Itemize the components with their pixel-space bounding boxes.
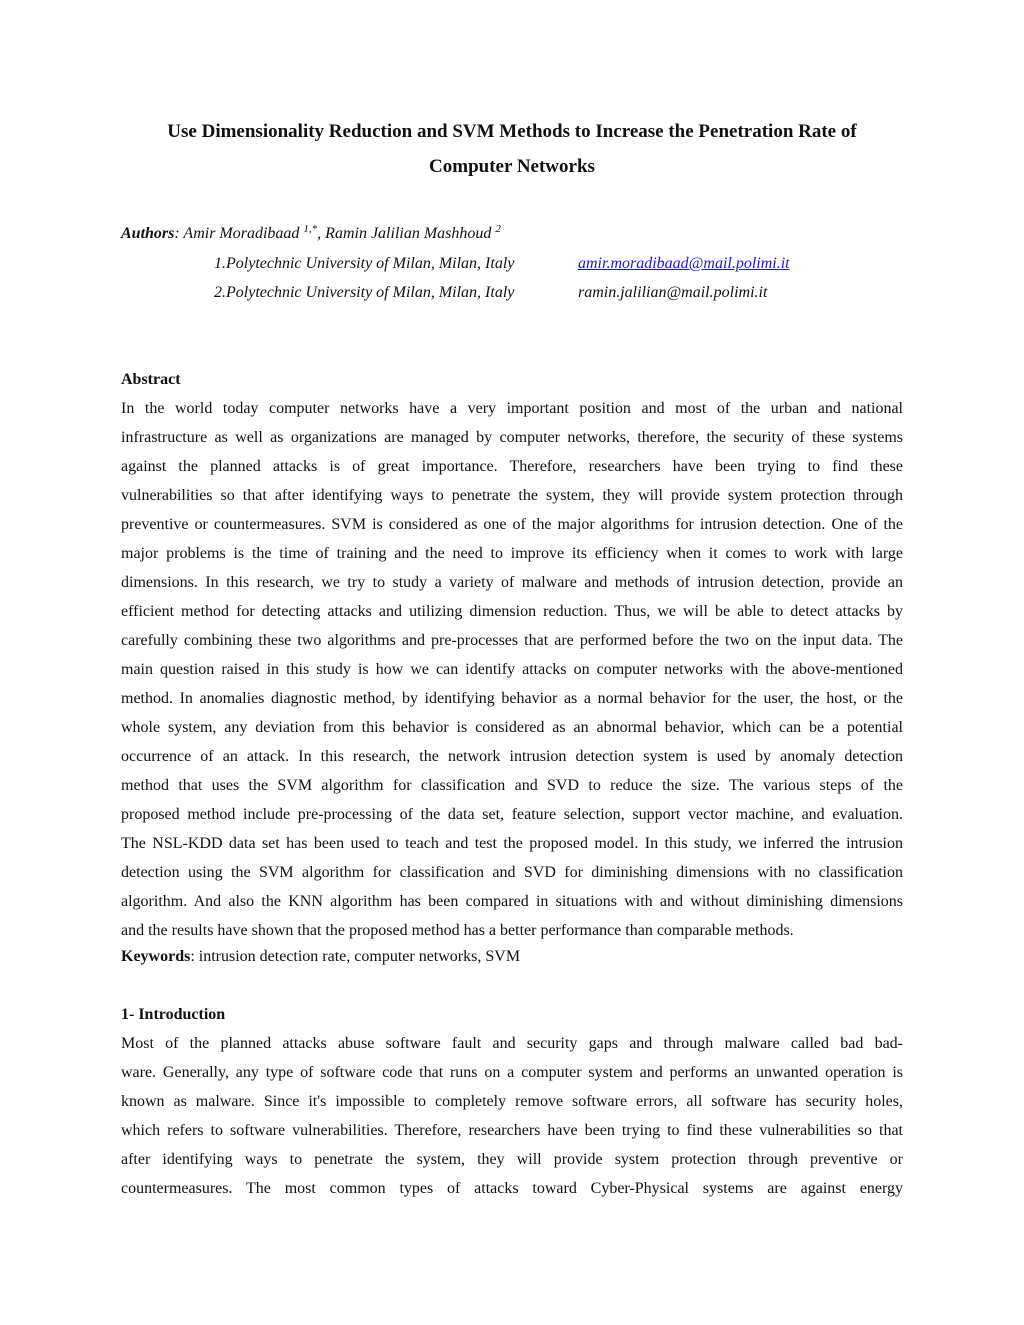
email-2: ramin.jalilian@mail.polimi.it — [578, 284, 768, 301]
abstract-line: occurrence of an attack. In this research, the network intrusion detection system is used by anomaly detection — [121, 748, 903, 765]
paper-title-line-2: Computer Networks — [429, 156, 595, 177]
paper-title-line-1: Use Dimensionality Reduction and SVM Methods to Increase the Penetration Rate of — [167, 121, 857, 142]
introduction-line: which refers to software vulnerabilities. Therefore, researchers have been trying to find these vulnerabilities so that — [121, 1122, 903, 1139]
abstract-line: carefully combining these two algorithms and pre-processes that are performed before the two on the input data. The — [121, 632, 903, 649]
introduction-body — [121, 1029, 903, 1203]
abstract-line: proposed method include pre-processing of the data set, feature selection, support vector machine, and evaluation. — [121, 806, 903, 823]
paper-title — [121, 114, 903, 184]
keywords-line — [121, 945, 520, 969]
introduction-line: countermeasures. The most common types of attacks toward Cyber-Physical systems are against energy — [121, 1180, 903, 1197]
author-2-marker: 2 — [495, 223, 501, 235]
authors-label: Authors — [121, 225, 175, 242]
authors-comma: , — [317, 225, 326, 242]
abstract-line: major problems is the time of training and the need to improve its efficiency when it comes to work with large — [121, 545, 903, 562]
author-1-name: Amir Moradibaad — [183, 225, 300, 242]
abstract-body — [121, 394, 903, 945]
author-1-marker: 1,* — [303, 223, 318, 235]
introduction-line: ware. Generally, any type of software code that runs on a computer system and performs an unwanted operation is — [121, 1064, 903, 1081]
keywords-text: : intrusion detection rate, computer networks, SVM — [190, 948, 521, 965]
abstract-line: and the results have shown that the proposed method has a better performance than comparable methods. — [121, 922, 794, 939]
abstract-line: main question raised in this study is how we can identify attacks on computer networks with the above-mentioned — [121, 661, 903, 678]
email-link-1[interactable]: amir.moradibaad@mail.polimi.it — [578, 255, 790, 272]
abstract-line: detection using the SVM algorithm for classification and SVD for diminishing dimensions with no classification — [121, 864, 903, 881]
affiliation-1: 1.Polytechnic University of Milan, Milan, Italy — [214, 255, 515, 272]
abstract-line: method. In anomalies diagnostic method, by identifying behavior as a normal behavior for the user, the host, or the — [121, 690, 903, 707]
abstract-line: vulnerabilities so that after identifying ways to penetrate the system, they will provide system protection through — [121, 487, 903, 504]
abstract-line: whole system, any deviation from this behavior is considered as an abnormal behavior, which can be a potential — [121, 719, 903, 736]
introduction-heading: 1- Introduction — [121, 1006, 226, 1023]
abstract-line: efficient method for detecting attacks and utilizing dimension reduction. Thus, we will be able to detect attacks by — [121, 603, 903, 620]
affiliation-2: 2.Polytechnic University of Milan, Milan, Italy — [214, 284, 515, 301]
abstract-line: preventive or countermeasures. SVM is considered as one of the major algorithms for intrusion detection. One of the — [121, 516, 903, 533]
introduction-line: Most of the planned attacks abuse software fault and security gaps and through malware called bad bad- — [121, 1035, 903, 1052]
abstract-line: infrastructure as well as organizations are managed by computer networks, therefore, the security of these systems — [121, 429, 903, 446]
authors-separator: : — [174, 225, 184, 242]
abstract-line: against the planned attacks is of great importance. Therefore, researchers have been trying to find these — [121, 458, 903, 475]
introduction-line: known as malware. Since it's impossible to completely remove software errors, all software has security holes, — [121, 1093, 903, 1110]
abstract-line: method that uses the SVM algorithm for classification and SVD to reduce the size. The various steps of the — [121, 777, 903, 794]
author-2-name: Ramin Jalilian Mashhoud — [325, 225, 492, 242]
authors-line — [121, 222, 501, 246]
keywords-label: Keywords — [121, 948, 191, 965]
introduction-line: after identifying ways to penetrate the system, they will provide system protection through preventive or — [121, 1151, 903, 1168]
abstract-heading: Abstract — [121, 371, 181, 388]
abstract-line: The NSL-KDD data set has been used to teach and test the proposed model. In this study, we inferred the intrusion — [121, 835, 903, 852]
abstract-line: dimensions. In this research, we try to study a variety of malware and methods of intrusion detection, provide an — [121, 574, 903, 591]
abstract-line: algorithm. And also the KNN algorithm has been compared in situations with and without diminishing dimensions — [121, 893, 903, 910]
abstract-line: In the world today computer networks have a very important position and most of the urban and national — [121, 400, 903, 417]
